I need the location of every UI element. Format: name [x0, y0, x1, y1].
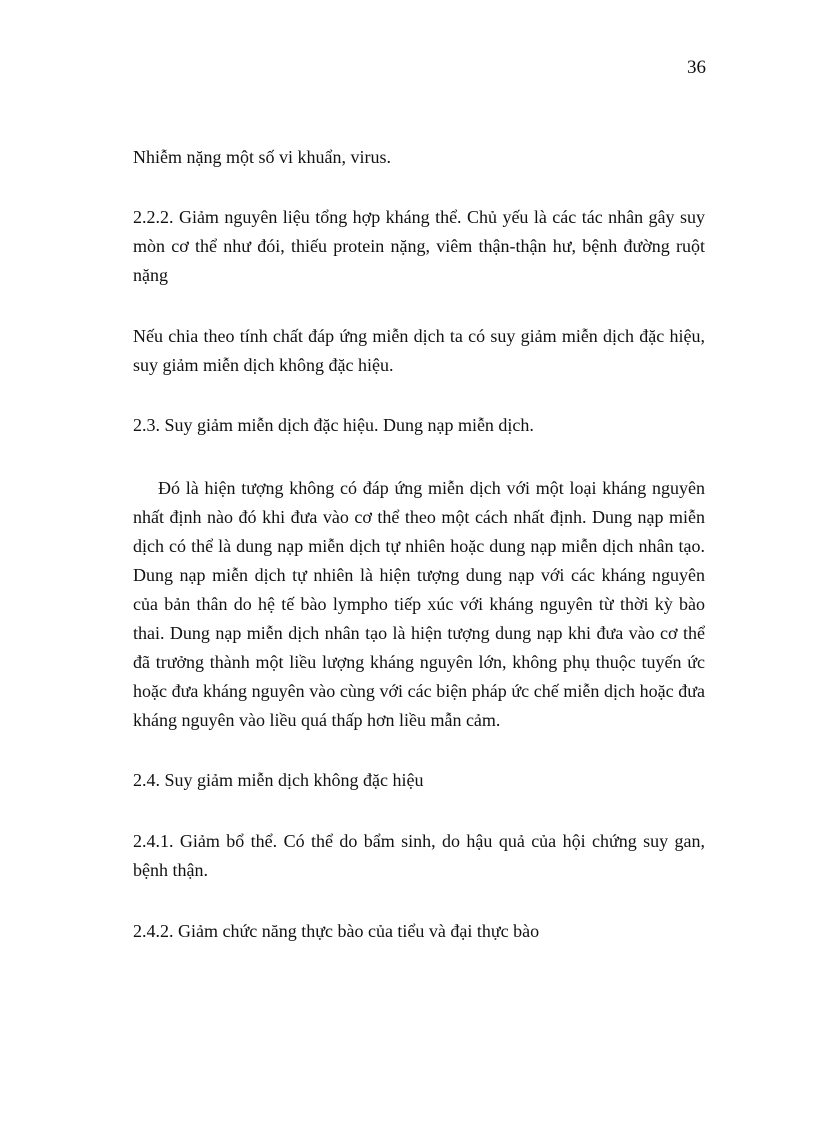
section-2-4-1: 2.4.1. Giảm bổ thể. Có thể do bẩm sinh, do hậu quả của hội chứng suy gan, bệnh thận. [133, 831, 705, 880]
paragraph-immune-tolerance: Đó là hiện tượng không có đáp ứng miễn dịch với một loại kháng nguyên nhất định nào đó khi đưa vào cơ thể theo một cách nhất định. Dung nạp miễn dịch có thể là dung nạp miễn dịch tự nhiên hoặc dung nạp miễn dịch nhân tạo. Dung nạp miễn dịch tự nhiên là hiện tượng dung nạp với các kháng nguyên của bản thân do hệ tế bào lympho tiếp xúc với kháng nguyên từ thời kỳ bào thai. Dung nạp miễn dịch nhân tạo là hiện tượng dung nạp khi đưa vào cơ thể đã trưởng thành một liều lượng kháng nguyên lớn, không phụ thuộc tuyến ức hoặc đưa kháng nguyên vào cùng với các biện pháp ức chế miễn dịch hoặc đưa kháng nguyên vào liều quá thấp hơn liều mẫn cảm. [133, 478, 705, 730]
section-heading-2-4: 2.4. Suy giảm miễn dịch không đặc hiệu [133, 770, 424, 790]
section-2-2-2: 2.2.2. Giảm nguyên liệu tổng hợp kháng thể. Chủ yếu là các tác nhân gây suy mòn cơ thể như đói, thiếu protein nặng, viêm thận-thận hư, bệnh đường ruột nặng [133, 207, 705, 285]
section-2-4-2: 2.4.2. Giảm chức năng thực bào của tiểu và đại thực bào [133, 921, 540, 941]
section-heading-2-3: 2.3. Suy giảm miễn dịch đặc hiệu. Dung nạp miễn dịch. [133, 415, 534, 435]
paragraph-classification: Nếu chia theo tính chất đáp ứng miễn dịch ta có suy giảm miễn dịch đặc hiệu, suy giảm miễn dịch không đặc hiệu. [133, 326, 705, 375]
page-number: 36 [687, 57, 706, 78]
document-body [133, 143, 705, 946]
paragraph-infection: Nhiễm nặng một số vi khuẩn, virus. [133, 147, 391, 167]
